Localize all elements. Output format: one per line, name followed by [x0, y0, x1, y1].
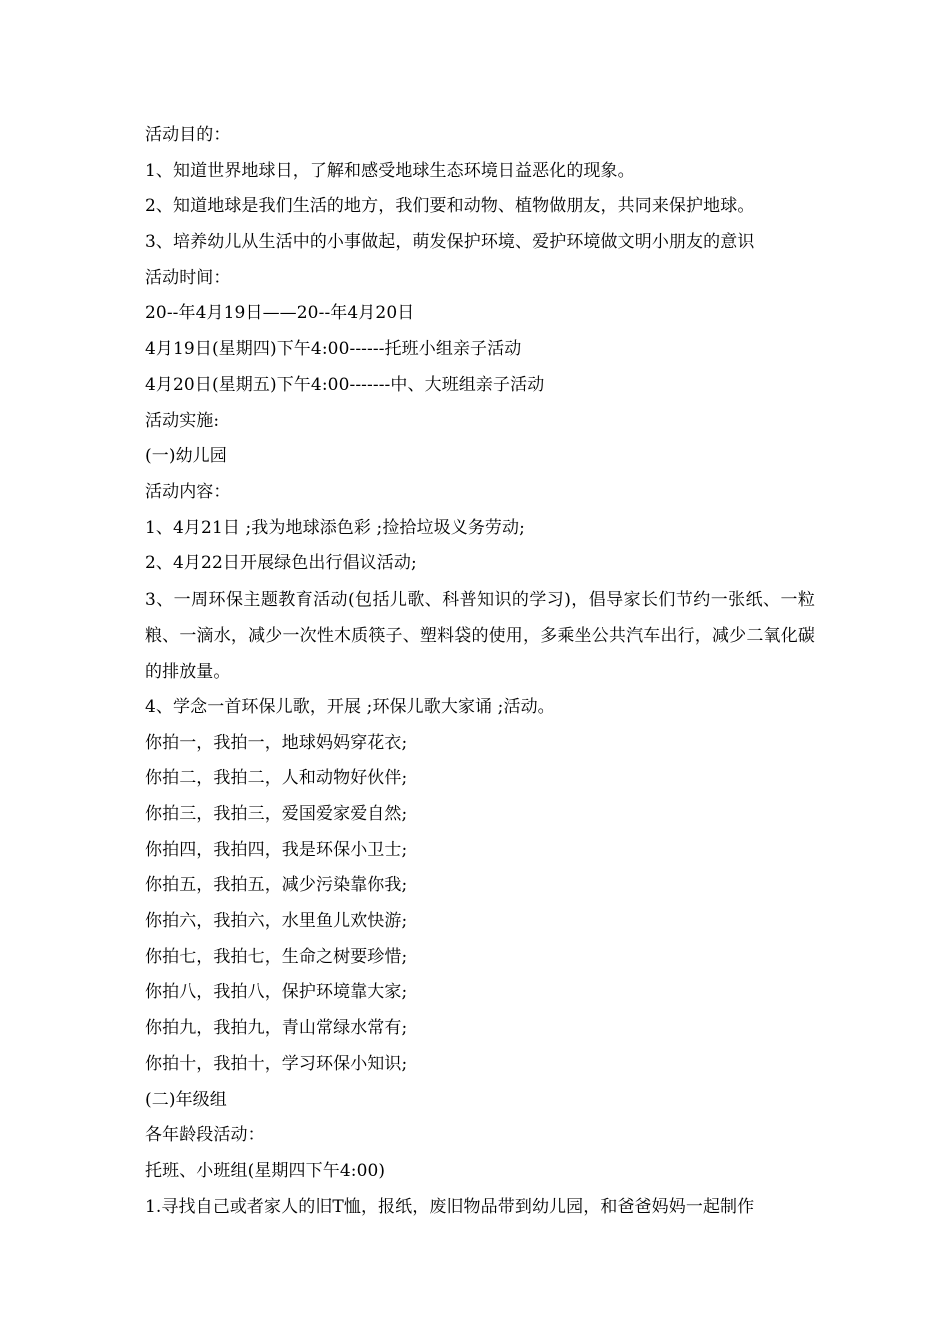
content-item-1: 1、4月21日 ;我为地球添色彩 ;捡拾垃圾义务劳动; [145, 517, 525, 538]
toddler-activity-item-1: 1.寻找自己或者家人的旧T恤，报纸，废旧物品带到幼儿园，和爸爸妈妈一起制作 [145, 1196, 755, 1217]
toddler-small-class-heading: 托班、小班组(星期四下午4:00) [145, 1160, 386, 1181]
heading-activity-content: 活动内容： [145, 481, 231, 502]
document-body [145, 118, 815, 1225]
time-schedule-1: 4月19日(星期四)下午4:00------托班小组亲子活动 [145, 339, 522, 360]
rhyme-line-9: 你拍九，我拍九，青山常绿水常有; [145, 1018, 408, 1039]
content-item-2: 2、4月22日开展绿色出行倡议活动; [145, 553, 417, 574]
rhyme-line-2: 你拍二，我拍二，人和动物好伙伴; [145, 768, 408, 789]
rhyme-line-10: 你拍十，我拍十，学习环保小知识; [145, 1053, 408, 1074]
rhyme-line-4: 你拍四，我拍四，我是环保小卫士; [145, 839, 408, 860]
goal-item-2: 2、知道地球是我们生活的地方，我们要和动物、植物做朋友，共同来保护地球。 [145, 196, 755, 217]
goal-item-1: 1、知道世界地球日，了解和感受地球生态环境日益恶化的现象。 [145, 160, 635, 181]
heading-age-group-activities: 各年龄段活动： [145, 1125, 265, 1146]
goal-item-3: 3、培养幼儿从生活中的小事做起，萌发保护环境、爱护环境做文明小朋友的意识 [145, 232, 755, 253]
rhyme-line-3: 你拍三，我拍三，爱国爱家爱自然; [145, 804, 408, 824]
time-schedule-2: 4月20日(星期五)下午4:00-------中、大班组亲子活动 [145, 374, 545, 395]
content-item-4: 4、学念一首环保儿歌，开展 ;环保儿歌大家诵 ;活动。 [145, 696, 555, 717]
rhyme-line-5: 你拍五，我拍五，减少污染靠你我; [145, 875, 408, 896]
rhyme-line-6: 你拍六，我拍六，水里鱼儿欢快游; [145, 911, 408, 932]
content-item-3: 3、一周环保主题教育活动(包括儿歌、科普知识的学习)，倡导家长们节约一张纸、一粒粮、一滴水，减少一次性木质筷子、塑料袋的使用，多乘坐公共汽车出行，减少二氧化碳的排放量。 [145, 589, 815, 682]
rhyme-line-1: 你拍一，我拍一，地球妈妈穿花衣; [145, 732, 408, 753]
heading-activity-goal: 活动目的： [145, 125, 231, 145]
heading-activity-time: 活动时间： [145, 267, 231, 288]
section-grade-group: (二)年级组 [145, 1089, 227, 1110]
time-range: 20--年4月19日——20--年4月20日 [145, 303, 415, 324]
rhyme-line-7: 你拍七，我拍七，生命之树要珍惜; [145, 946, 408, 967]
heading-activity-implementation: 活动实施: [145, 410, 220, 431]
rhyme-line-8: 你拍八，我拍八，保护环境靠大家; [145, 982, 408, 1003]
section-kindergarten: (一)幼儿园 [145, 446, 227, 467]
